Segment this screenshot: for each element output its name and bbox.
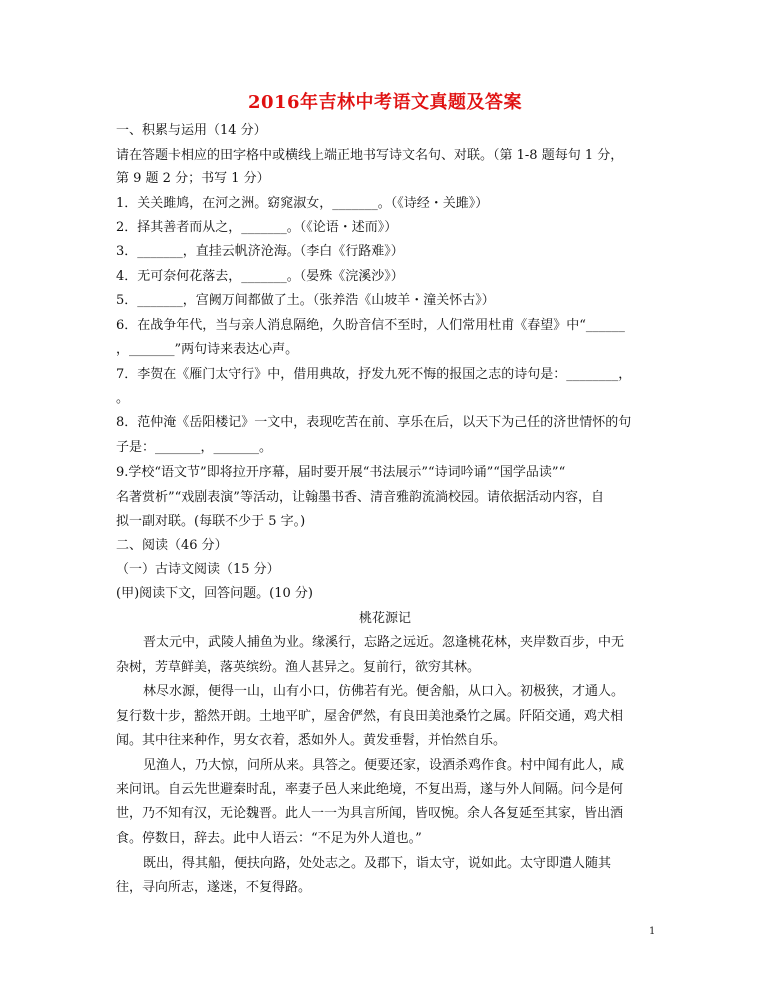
question-9: 9.学校“语文节”即将拉开序幕，届时要开展“书法展示”“诗词吟诵”“国学品读”“	[116, 465, 566, 480]
question-7: 7．李贺在《雁门太守行》中，借用典故，抒发九死不悔的报国之志的诗句是：________，	[116, 367, 632, 382]
question-7-cont: 。	[116, 391, 130, 406]
question-1: 1．关关雎鸠，在河之洲。窈窕淑女，_______。（《诗经・关雎》）	[116, 196, 489, 211]
question-6: 6．在战争年代，当与亲人消息隔绝，久盼音信不至时，人们常用杜甫《春望》中“______	[116, 318, 625, 333]
question-8-cont: 子是：_______，_______。	[116, 440, 273, 455]
essay-line: 来问讯。自云先世避秦时乱，率妻子邑人来此绝境，不复出焉，遂与外人间隔。问今是何	[116, 782, 624, 797]
essay-line: 杂树，芳草鲜美，落英缤纷。渔人甚异之。复前行，欲穷其林。	[116, 660, 481, 675]
section-heading: 一、积累与运用（14 分）	[116, 123, 267, 138]
subsection-heading: （一）古诗文阅读（15 分）	[116, 562, 280, 577]
essay-line: 林尽水源，便得一山，山有小口，仿佛若有光。便舍船，从口入。初极狭，才通人。	[143, 684, 625, 699]
document-title: 2016年吉林中考语文真题及答案	[247, 92, 523, 113]
essay-line: 复行数十步，豁然开朗。土地平旷，屋舍俨然，有良田美池桑竹之属。阡陌交通，鸡犬相	[116, 709, 624, 724]
instruction-line: 第 9 题 2 分；书写 1 分）	[116, 171, 270, 186]
subsection-heading: (甲)阅读下文，回答问题。(10 分)	[116, 586, 313, 601]
essay-line: 既出，得其船，便扶向路，处处志之。及郡下，诣太守，说如此。太守即遣人随其	[143, 856, 612, 871]
question-9-cont: 名著赏析”“戏剧表演”等活动，让翰墨书香、清音雅韵流淌校园。请依据活动内容，自	[116, 490, 604, 505]
question-3: 3．_______，直挂云帆济沧海。（李白《行路难》）	[116, 244, 404, 259]
essay-line: 世，乃不知有汉，无论魏晋。此人一一为具言所闻，皆叹惋。余人各复延至其家，皆出酒	[116, 806, 624, 821]
essay-line: 食。停数日，辞去。此中人语云：“不足为外人道也。”	[116, 831, 422, 846]
essay-line: 见渔人，乃大惊，问所从来。具答之。便要还家，设酒杀鸡作食。村中闻有此人，咸	[143, 758, 625, 773]
question-9-cont: 拟一副对联。(每联不少于 5 字。)	[116, 514, 306, 529]
question-2: 2．择其善者而从之，_______。（《论语・述而》）	[116, 220, 398, 235]
question-6-cont: ，_______”两句诗来表达心声。	[116, 342, 299, 357]
essay-line: 晋太元中，武陵人捕鱼为业。缘溪行，忘路之远近。忽逢桃花林，夹岸数百步，中无	[143, 635, 625, 650]
essay-line: 往，寻向所志，遂迷，不复得路。	[116, 880, 312, 895]
question-8: 8．范仲淹《岳阳楼记》一文中，表现吃苦在前、享乐在后，以天下为己任的济世情怀的句	[116, 415, 632, 430]
section-heading: 二、阅读（46 分）	[116, 538, 228, 553]
essay-line: 闻。其中往来种作，男女衣着，悉如外人。黄发垂髫，并怡然自乐。	[116, 733, 507, 748]
question-4: 4．无可奈何花落去，_______。（晏殊《浣溪沙》）	[116, 269, 404, 284]
instruction-line: 请在答题卡相应的田字格中或横线上端正地书写诗文名句、对联。（第 1-8 题每句 1 分，	[116, 148, 624, 163]
essay-title: 桃花源记	[358, 611, 411, 626]
question-5: 5．_______，宫阙万间都做了土。（张养浩《山坡羊・潼关怀古》）	[116, 293, 495, 308]
page-number: 1	[649, 926, 656, 937]
